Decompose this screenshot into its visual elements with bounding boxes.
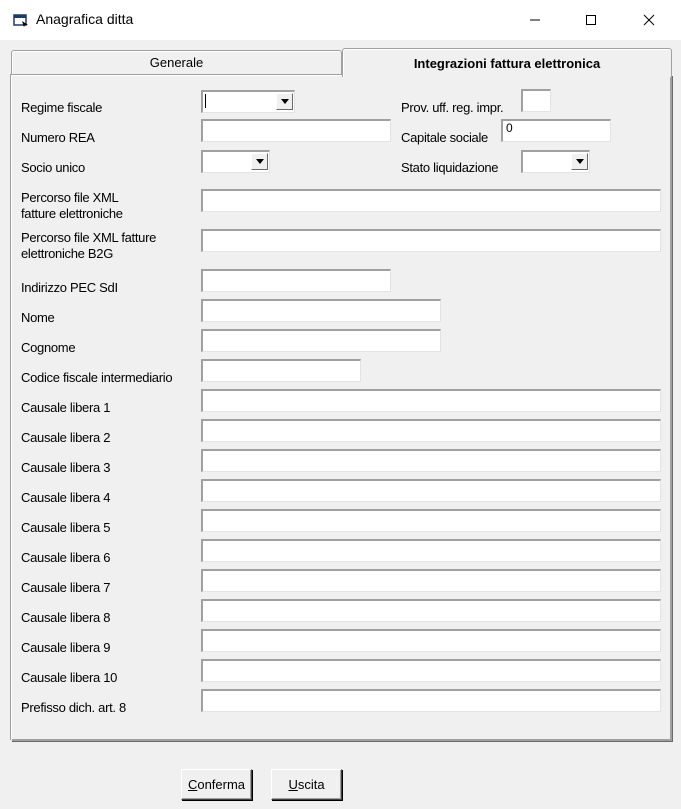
causale-libera-7-field[interactable] <box>201 569 661 592</box>
causale-libera-2-label: Causale libera 2 <box>21 430 111 445</box>
stato-liquidazione-combo[interactable] <box>521 150 590 173</box>
stato-liquidazione-label: Stato liquidazione <box>401 160 499 175</box>
uscita-mnemonic: U <box>288 777 298 792</box>
cognome-label: Cognome <box>21 340 76 355</box>
socio-unico-combo[interactable] <box>201 150 270 173</box>
causale-libera-4-field[interactable] <box>201 479 661 502</box>
socio-unico-dropdown-button[interactable] <box>251 153 268 170</box>
prov-uff-label: Prov. uff. reg. impr. <box>401 100 504 115</box>
cognome-field[interactable] <box>201 329 441 352</box>
tab-generale[interactable]: Generale <box>11 50 342 74</box>
uscita-button[interactable] <box>271 769 342 800</box>
chevron-down-icon <box>281 99 289 104</box>
chevron-down-icon <box>256 159 264 164</box>
close-button[interactable] <box>620 0 678 40</box>
causale-libera-10-field[interactable] <box>201 659 661 682</box>
maximize-icon <box>585 14 597 26</box>
numero-rea-field[interactable] <box>201 119 391 142</box>
form-icon <box>13 13 29 27</box>
indirizzo-pec-label: Indirizzo PEC SdI <box>21 280 118 295</box>
nome-label: Nome <box>21 310 55 325</box>
causale-libera-9-field[interactable] <box>201 629 661 652</box>
causale-libera-8-field[interactable] <box>201 599 661 622</box>
causale-libera-3-label: Causale libera 3 <box>21 460 111 475</box>
prov-uff-field[interactable] <box>521 89 551 112</box>
causale-libera-6-label: Causale libera 6 <box>21 550 111 565</box>
codice-fiscale-intermediario-label: Codice fiscale intermediario <box>21 370 173 385</box>
regime-fiscale-dropdown-button[interactable] <box>276 93 293 110</box>
percorso-xml-field[interactable] <box>201 189 661 212</box>
minimize-icon <box>529 14 541 26</box>
regime-fiscale-value <box>205 93 206 108</box>
title-bar <box>0 0 681 40</box>
capitale-sociale-field[interactable]: 0 <box>501 119 611 142</box>
prefisso-dich-field[interactable] <box>201 689 661 712</box>
causale-libera-1-label: Causale libera 1 <box>21 400 111 415</box>
stato-liquidazione-dropdown-button[interactable] <box>571 153 588 170</box>
codice-fiscale-intermediario-field[interactable] <box>201 359 361 382</box>
conferma-button[interactable] <box>181 769 252 800</box>
indirizzo-pec-field[interactable] <box>201 269 391 292</box>
conferma-mnemonic: C <box>187 777 198 792</box>
causale-libera-7-label: Causale libera 7 <box>21 580 111 595</box>
close-icon <box>643 14 655 26</box>
capitale-sociale-label: Capitale sociale <box>401 130 488 145</box>
causale-libera-5-label: Causale libera 5 <box>21 520 111 535</box>
causale-libera-3-field[interactable] <box>201 449 661 472</box>
causale-libera-5-field[interactable] <box>201 509 661 532</box>
socio-unico-label: Socio unico <box>21 160 85 175</box>
uscita-label-rest: scita <box>297 777 325 792</box>
tab-integrazioni-fattura-elettronica[interactable]: Integrazioni fattura elettronica <box>342 48 672 77</box>
nome-field[interactable] <box>201 299 441 322</box>
conferma-label-rest: onferma <box>197 777 246 792</box>
numero-rea-label: Numero REA <box>21 130 95 145</box>
causale-libera-4-label: Causale libera 4 <box>21 490 111 505</box>
percorso-xml-b2g-label-line1: Percorso file XML fatture <box>21 230 157 245</box>
prefisso-dich-label: Prefisso dich. art. 8 <box>21 700 126 715</box>
maximize-button[interactable] <box>562 0 620 40</box>
causale-libera-2-field[interactable] <box>201 419 661 442</box>
chevron-down-icon <box>576 159 584 164</box>
causale-libera-10-label: Causale libera 10 <box>21 670 118 685</box>
window-title: Anagrafica ditta <box>36 11 134 27</box>
percorso-xml-b2g-field[interactable] <box>201 229 661 252</box>
causale-libera-9-label: Causale libera 9 <box>21 640 111 655</box>
percorso-xml-label-line2: fatture elettroniche <box>21 206 123 221</box>
regime-fiscale-label: Regime fiscale <box>21 100 103 115</box>
minimize-button[interactable] <box>506 0 564 40</box>
percorso-xml-label-line1: Percorso file XML <box>21 190 119 205</box>
percorso-xml-b2g-label-line2: elettroniche B2G <box>21 246 114 261</box>
regime-fiscale-combo[interactable] <box>201 90 295 113</box>
causale-libera-6-field[interactable] <box>201 539 661 562</box>
causale-libera-1-field[interactable] <box>201 389 661 412</box>
causale-libera-8-label: Causale libera 8 <box>21 610 111 625</box>
